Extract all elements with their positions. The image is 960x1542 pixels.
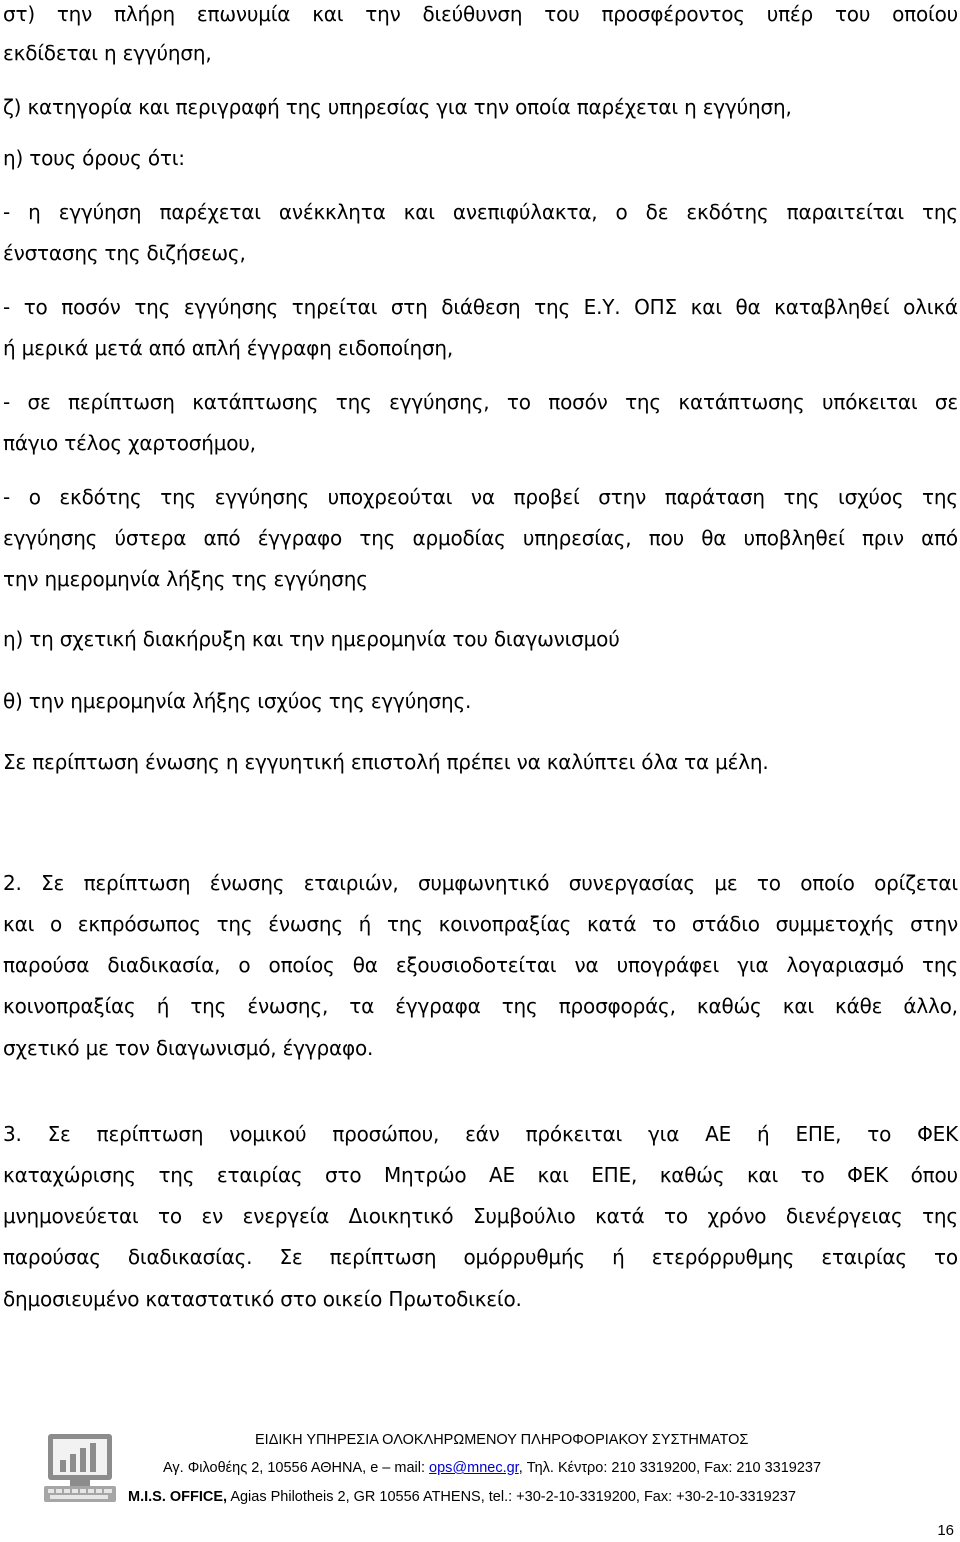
word: - <box>3 200 11 224</box>
text-line: εκδίδεται η εγγύηση, <box>3 41 212 65</box>
word: υπόκειται <box>821 390 918 414</box>
text-line: η) τους όρους ότι: <box>3 146 185 170</box>
word: ο <box>615 200 628 224</box>
word: υπέρ <box>766 2 814 26</box>
word: της <box>335 390 372 414</box>
word: ή <box>612 1245 625 1269</box>
word: στο <box>325 1163 362 1187</box>
text-line <box>3 0 958 28</box>
text-line: σχετικό με τον διαγωνισμό, έγγραφο. <box>3 1036 374 1060</box>
text-line: η) τη σχετική διακήρυξη και την ημερομηνία του διαγωνισμού <box>3 627 620 651</box>
word: πριν <box>861 526 904 550</box>
word: Μητρώο <box>383 1163 467 1187</box>
text-line <box>3 1243 958 1271</box>
word: παρούσας <box>3 1245 101 1269</box>
text-line <box>3 293 958 321</box>
word: - <box>3 295 11 319</box>
word: ή <box>358 912 372 936</box>
word: για <box>737 953 769 977</box>
word: το <box>756 871 781 895</box>
word: ένωσης <box>209 871 285 895</box>
page-number: 16 <box>937 1522 954 1539</box>
word: τα <box>349 994 375 1018</box>
word: και <box>403 200 435 224</box>
word: της <box>922 1204 958 1228</box>
word: προβεί <box>513 485 580 509</box>
word: και <box>690 295 722 319</box>
word: και <box>746 1163 779 1187</box>
text-line <box>3 1120 958 1148</box>
word: διάθεση <box>441 295 521 319</box>
word: διαδικασίας. <box>127 1245 253 1269</box>
word: της <box>160 485 197 509</box>
word: της <box>625 390 661 414</box>
word: κάθε <box>835 994 883 1018</box>
word: ο <box>28 485 41 509</box>
footer-office-name: M.I.S. OFFICE, <box>128 1489 228 1505</box>
word: το <box>652 912 677 936</box>
word: χρόνο <box>707 1204 767 1228</box>
word: να <box>574 953 599 977</box>
word: εγγύησης <box>214 485 309 509</box>
word: δε <box>645 200 669 224</box>
word: ο <box>49 912 62 936</box>
word: από <box>921 526 958 550</box>
word: της <box>922 485 958 509</box>
footer-address <box>163 1460 821 1476</box>
word: την <box>365 2 401 26</box>
word: εταιρίας <box>821 1245 907 1269</box>
footer-address-post: , Τηλ. Κέντρο: 210 3319200, Fax: 210 3319237 <box>518 1460 822 1476</box>
word: διεύθυνση <box>422 2 523 26</box>
word: οποίο <box>800 871 855 895</box>
word: διενέργειας <box>785 1204 903 1228</box>
word: το <box>664 1204 688 1228</box>
word: κοινοπραξίας <box>3 994 136 1018</box>
word: κοινοπραξίας <box>438 912 572 936</box>
word: το <box>934 1245 958 1269</box>
word: για <box>648 1122 680 1146</box>
footer-english-address <box>128 1489 796 1505</box>
word: 3. <box>3 1122 22 1146</box>
word: ή <box>757 1122 770 1146</box>
word: διαδικασία, <box>107 953 221 977</box>
text-line: Σε περίπτωση ένωσης η εγγυητική επιστολή πρέπει να καλύπτει όλα τα μέλη. <box>3 750 769 774</box>
word: κατά <box>586 912 637 936</box>
word: εξουσιοδοτείται <box>395 953 557 977</box>
word: εγγύησης <box>3 526 98 550</box>
word: και <box>537 1163 569 1187</box>
word: παρέχεται <box>159 200 261 224</box>
word: Ε.Υ. <box>583 295 621 319</box>
word: ύστερα <box>114 526 187 550</box>
word: η <box>28 200 41 224</box>
word: που <box>648 526 684 550</box>
word: ετερόρρυθμης <box>651 1245 795 1269</box>
word: στάδιο <box>691 912 760 936</box>
text-line: δημοσιευμένο καταστατικό στο οικείο Πρωτοδικείο. <box>3 1287 522 1311</box>
word: ενεργεία <box>242 1204 330 1228</box>
word: της <box>783 485 820 509</box>
word: σε <box>27 390 51 414</box>
text-line: ένστασης της διζήσεως, <box>3 241 246 265</box>
text-line <box>3 524 958 552</box>
word: του <box>544 2 580 26</box>
word: ολικά <box>903 295 958 319</box>
word: θα <box>735 295 761 319</box>
word: κατάπτωσης <box>678 390 805 414</box>
word: κατά <box>595 1204 645 1228</box>
text-line: την ημερομηνία λήξης της εγγύησης <box>3 567 368 591</box>
word: καταβληθεί <box>774 295 890 319</box>
word: σε <box>934 390 958 414</box>
word: άλλο, <box>903 994 958 1018</box>
word: στην <box>598 485 647 509</box>
word: έγγραφα <box>395 994 481 1018</box>
word: ισχύος <box>838 485 904 509</box>
word: ορίζεται <box>874 871 958 895</box>
word: στην <box>910 912 958 936</box>
word: προσφοράς, <box>558 994 676 1018</box>
word: καθώς <box>696 994 762 1018</box>
word: εταιριών, <box>303 871 399 895</box>
word: - <box>3 390 11 414</box>
word: περίπτωση <box>83 871 191 895</box>
word: της <box>501 994 538 1018</box>
word: εκδότης <box>686 200 769 224</box>
word: την <box>56 2 93 26</box>
word: της <box>359 526 396 550</box>
word: εκπρόσωπος <box>77 912 201 936</box>
word: παράταση <box>664 485 765 509</box>
word: και <box>3 912 35 936</box>
word: της <box>534 295 570 319</box>
word: προσφέροντος <box>601 2 745 26</box>
word: της <box>190 994 227 1018</box>
text-line: ή μερικά μετά από απλή έγγραφη ειδοποίηση, <box>3 336 454 360</box>
word: της <box>922 953 958 977</box>
text-line <box>3 951 958 979</box>
word: ΦΕΚ <box>847 1163 889 1187</box>
word: παρούσα <box>3 953 90 977</box>
word: λογαριασμό <box>786 953 904 977</box>
text-line: ζ) κατηγορία και περιγραφή της υπηρεσίας για την οποία παρέχεται η εγγύηση, <box>3 95 792 119</box>
word: ΟΠΣ <box>634 295 677 319</box>
word: όπου <box>910 1163 958 1187</box>
word: ο <box>238 953 251 977</box>
word: καταχώρισης <box>3 1163 136 1187</box>
footer-organization: ΕΙΔΙΚΗ ΥΠΗΡΕΣΙΑ ΟΛΟΚΛΗΡΩΜΕΝΟΥ ΠΛΗΡΟΦΟΡΙΑΚΟΥ ΣΥΣΤΗΜΑΤΟΣ <box>255 1432 749 1448</box>
word: υπηρεσίας, <box>522 526 632 550</box>
word: οποίος <box>268 953 335 977</box>
word: τηρείται <box>291 295 378 319</box>
text-line <box>3 1202 958 1230</box>
text-line <box>3 483 958 511</box>
word: συμφωνητικό <box>417 871 550 895</box>
word: θα <box>352 953 378 977</box>
word: εκδότης <box>59 485 142 509</box>
word: αρμοδίας <box>412 526 506 550</box>
word: μνημονεύεται <box>3 1204 139 1228</box>
footer-email-link[interactable]: ops@mnec.gr <box>429 1460 519 1476</box>
word: ομόρρυθμής <box>463 1245 585 1269</box>
text-line <box>3 992 958 1020</box>
word: το <box>506 390 531 414</box>
word: ΑΕ <box>705 1122 732 1146</box>
word: ΦΕΚ <box>917 1122 958 1146</box>
word: υποχρεούται <box>327 485 453 509</box>
word: Διοικητικό <box>348 1204 454 1228</box>
word: ΑΕ <box>489 1163 515 1187</box>
word: από <box>203 526 241 550</box>
word: περίπτωση <box>96 1122 204 1146</box>
word: πρόκειται <box>525 1122 623 1146</box>
footer-address-pre: Αγ. Φιλοθέης 2, 10556 ΑΘΗΝΑ, e – mail: <box>163 1460 430 1476</box>
word: ΕΠΕ, <box>795 1122 842 1146</box>
word: εγγύηση <box>58 200 142 224</box>
word: περίπτωση <box>329 1245 437 1269</box>
word: της <box>134 295 171 319</box>
word: το <box>158 1204 182 1228</box>
word: με <box>714 871 738 895</box>
word: το <box>867 1122 892 1146</box>
word: ανέκκλητα <box>278 200 386 224</box>
word: εγγύησης <box>183 295 279 319</box>
word: το <box>23 295 48 319</box>
word: να <box>470 485 495 509</box>
word: - <box>3 485 11 509</box>
word: της <box>216 912 253 936</box>
word: της <box>922 200 958 224</box>
word: και <box>782 994 814 1018</box>
word: ΕΠΕ, <box>591 1163 638 1187</box>
text-line: πάγιο τέλος χαρτοσήμου, <box>3 431 256 455</box>
footer-english-rest: Agias Philotheis 2, GR 10556 ATHENS, tel.: +30-2-10-3319200, Fax: +30-2-10-3319237 <box>227 1489 796 1505</box>
word: εάν <box>465 1122 500 1146</box>
word: εταιρίας <box>216 1163 303 1187</box>
word: ή <box>156 994 170 1018</box>
word: ανεπιφύλακτα, <box>452 200 598 224</box>
word: Συμβούλιο <box>472 1204 576 1228</box>
word: καθώς <box>659 1163 725 1187</box>
word: ποσόν <box>548 390 608 414</box>
text-line <box>3 869 958 897</box>
word: Σε <box>279 1245 303 1269</box>
word: στη <box>390 295 428 319</box>
text-line <box>3 388 958 416</box>
word: υπογράφει <box>616 953 720 977</box>
word: συμμετοχής <box>775 912 895 936</box>
word: κατάπτωσης <box>192 390 319 414</box>
word: υποβληθεί <box>743 526 845 550</box>
text-line <box>3 910 958 938</box>
word: εν <box>201 1204 224 1228</box>
word: του <box>834 2 871 26</box>
word: περίπτωση <box>68 390 175 414</box>
word: νομικού <box>229 1122 307 1146</box>
word: ένωσης <box>268 912 343 936</box>
word: εγγύησης, <box>389 390 490 414</box>
word: στ) <box>3 2 35 26</box>
word: Σε <box>41 871 65 895</box>
word: 2. <box>3 871 22 895</box>
word: Σε <box>47 1122 71 1146</box>
word: και <box>312 2 344 26</box>
word: οποίου <box>892 2 958 26</box>
word: ένωσης, <box>247 994 329 1018</box>
computer-chart-logo-icon <box>40 1428 122 1510</box>
word: επωνυμία <box>196 2 291 26</box>
text-line <box>3 1161 958 1189</box>
word: παραιτείται <box>786 200 904 224</box>
word: προσώπου, <box>332 1122 440 1146</box>
word: της <box>158 1163 195 1187</box>
word: πλήρη <box>114 2 175 26</box>
text-line: θ) την ημερομηνία λήξης ισχύος της εγγύησης. <box>3 689 472 713</box>
word: της <box>386 912 423 936</box>
text-line <box>3 198 958 226</box>
word: θα <box>701 526 727 550</box>
word: έγγραφο <box>257 526 343 550</box>
word: το <box>800 1163 825 1187</box>
word: συνεργασίας <box>568 871 695 895</box>
word: ποσόν <box>61 295 121 319</box>
